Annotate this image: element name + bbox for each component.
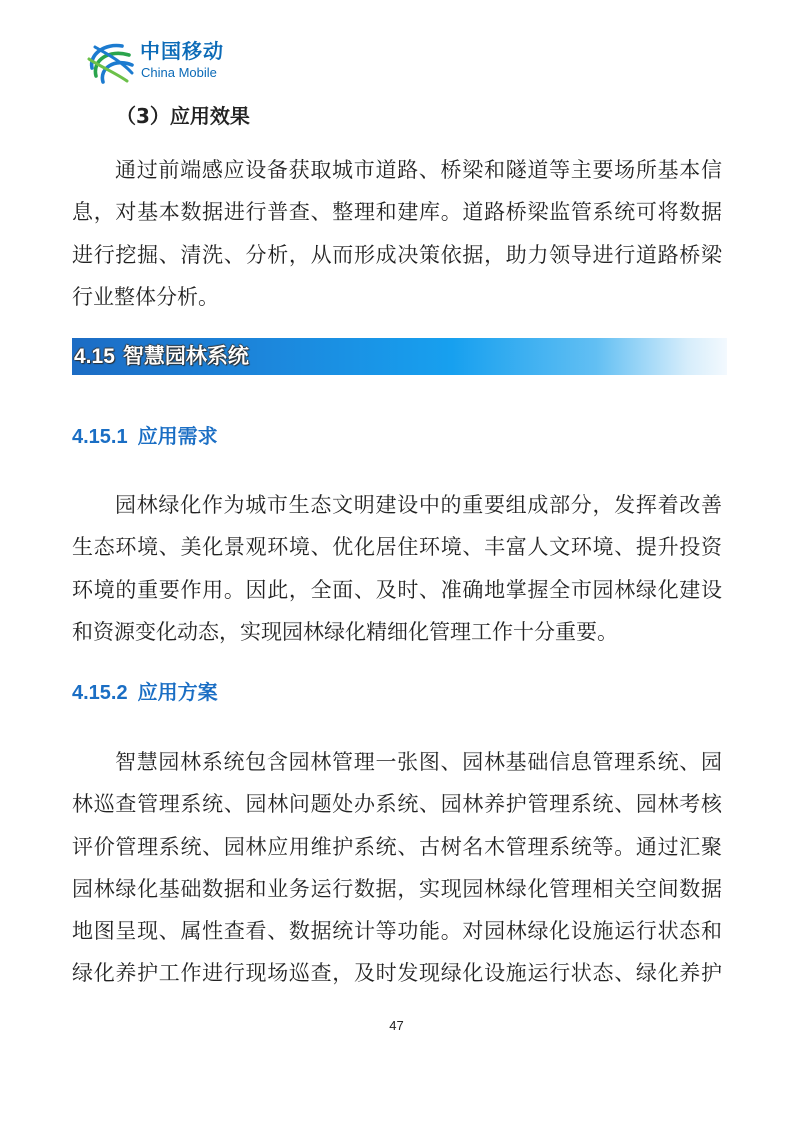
paragraph-line: 生态环境、美化景观环境、优化居住环境、丰富人文环境、提升投资 bbox=[72, 535, 722, 560]
subsection-number: 4.15.1 bbox=[72, 426, 128, 448]
section-number: 4.15 bbox=[74, 345, 115, 368]
section-heading bbox=[74, 343, 249, 370]
paragraph-solution bbox=[72, 741, 722, 995]
paragraph-line: 林巡查管理系统、园林问题处办系统、园林养护管理系统、园林考核 bbox=[72, 792, 722, 817]
paragraph-demand bbox=[72, 484, 722, 653]
brand-name-en: China Mobile bbox=[141, 65, 217, 80]
paragraph-line: 进行挖掘、清洗、分析，从而形成决策依据，助力领导进行道路桥梁 bbox=[72, 242, 722, 267]
paragraph-line: 和资源变化动态，实现园林绿化精细化管理工作十分重要。 bbox=[72, 619, 618, 644]
paragraph-line: 通过前端感应设备获取城市道路、桥梁和隧道等主要场所基本信 bbox=[115, 158, 722, 182]
subsection-heading-demand bbox=[72, 424, 218, 449]
paragraph-line: 行业整体分析。 bbox=[72, 284, 219, 309]
subsection-title: 应用方案 bbox=[137, 680, 218, 704]
subsection-heading-solution bbox=[72, 680, 218, 705]
paragraph-line: 绿化养护工作进行现场巡查，及时发现绿化设施运行状态、绿化养护 bbox=[72, 961, 722, 986]
paragraph-effect bbox=[72, 149, 722, 318]
paragraph-line: 评价管理系统、园林应用维护系统、古树名木管理系统等。通过汇聚 bbox=[72, 834, 722, 859]
paragraph-line: 地图呈现、属性查看、数据统计等功能。对园林绿化设施运行状态和 bbox=[72, 919, 722, 944]
subsection-number: 4.15.2 bbox=[72, 682, 128, 704]
paragraph-line: 智慧园林系统包含园林管理一张图、园林基础信息管理系统、园 bbox=[115, 750, 722, 774]
page-number: 47 bbox=[389, 1018, 404, 1033]
brand-name-cn: 中国移动 bbox=[140, 39, 224, 63]
section-title: 智慧园林系统 bbox=[122, 344, 249, 368]
china-mobile-logo-icon bbox=[84, 37, 136, 87]
section-heading-bar bbox=[72, 338, 727, 375]
paragraph-line: 园林绿化基础数据和业务运行数据，实现园林绿化管理相关空间数据 bbox=[72, 876, 722, 901]
paragraph-line: 息，对基本数据进行普查、整理和建库。道路桥梁监管系统可将数据 bbox=[72, 200, 722, 225]
paragraph-line: 园林绿化作为城市生态文明建设中的重要组成部分，发挥着改善 bbox=[115, 493, 722, 517]
subsection-title: 应用需求 bbox=[137, 424, 218, 448]
paragraph-line: 环境的重要作用。因此，全面、及时、准确地掌握全市园林绿化建设 bbox=[72, 577, 722, 602]
subsection-title-effect: （3）应用效果 bbox=[116, 104, 250, 128]
